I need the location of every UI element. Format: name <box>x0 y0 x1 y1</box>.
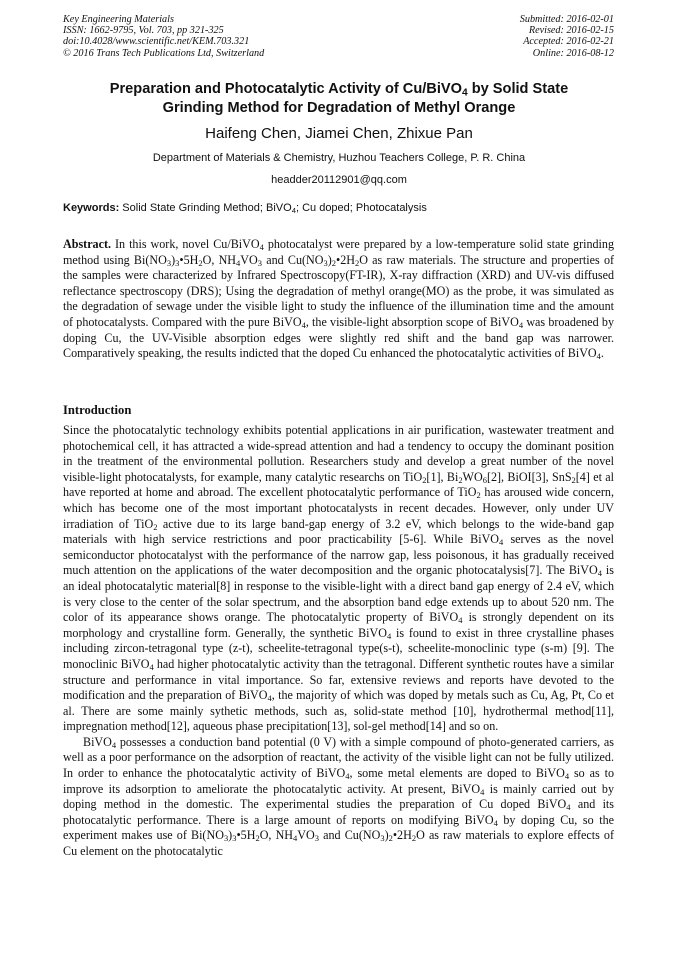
paragraph: BiVO$_4$ possesses a conduction band potential (0 V) with a simple compound of photo-generated carriers, as well as a poor performance on the adsorption of reactant, the activity of the visible light can not be fully utilized. In order to enhance the photocatalytic activity of BiVO$_4$, some metal elements are doped to BiVO$_4$ so as to improve its adsorption to ameliorate the photocatalytic activity. At present, BiVO$_4$ is mainly carried out by doping method in the domestic. The experimental studies the preparation of Cu doped BiVO$_4$ and its photocatalytic performance. There is a large amount of reports on modifying BiVO$_4$ by doping Cu, so the experiment makes use of $Bi(NO_3)_3•5H_2O$, $NH_4VO_3$ and $Cu(NO_3)_2•2H_2O$ as raw materials to explore effects of Cu element on the photocatalytic <box>63 734 614 859</box>
keywords-label: Keywords: <box>63 202 120 214</box>
paper-title: Preparation and Photocatalytic Activity of Cu/BiVO$_4$ by Solid State Grinding Method for Degradation of Methyl Orange <box>109 81 569 116</box>
introduction-heading: Introduction <box>63 403 132 417</box>
date-info <box>520 14 614 59</box>
abstract: Abstract. In this work, novel Cu/BiVO$_4$ photocatalyst were prepared by a low-temperature solid state grinding method using $Bi(NO_3)_3•5H_2O$, $NH_4VO_3$ and $Cu(NO_3)_2•2H_2O$ as raw materials. The structure and properties of the samples were characterized by Infrared Spectroscopy(FT-IR), X-ray diffraction (XRD) and UV-vis diffused reflectance spectroscopy (DRS); Using the degradation of methyl orange(MO) as the probe, it was simulated as the degradation of sewage under the visible light to study the influence of the illumination time and the amount of photocatalysts. Compared with the pure BiVO$_4$, the visible-light absorption scope of BiVO$_4$ was broadened by doping Cu, the UV-Visible absorption edges were slightly red shift and the band gap was narrower. Comparatively speaking, the results indicted that the doped Cu enhanced the photocatalytic activities of BiVO$_4$. <box>63 237 615 362</box>
keywords: Keywords: Solid State Grinding Method; BiVO$_4$; Cu doped; Photocatalysis <box>63 202 427 215</box>
journal-name: Key Engineering Materials <box>63 14 174 25</box>
paragraph: Since the photocatalytic technology exhibits potential applications in air purification, wastewater treatment and photochemical cell, it has attracted a wide-spread attention and had a tendency to occupy the dominant position in the treatment of the environmental pollution. Researchers study and develop a great number of the novel visible-light photocatalysts, for example, many catalytic researchs on TiO$_2$[1], $Bi_2WO_6[2]$, BiOI[3], SnS$_2$[4] et al have reported at home and abroad. The excellent photocatalytic performance of TiO$_2$ has aroused wide concern, which has become one of the most important photocatalysts in recent decades. However, only under UV irradiation of TiO$_2$ active due to its large band-gap energy of 3.2 eV, which belongs to the wide-band gap materials with high service restrictions and poor practicability [5-6]. While BiVO$_4$ serves as the novel semiconductor photocatalyst with the performance of the narrow gap, less poisonous, it has gradually received much attention on the applications of the water decomposition and the organic photocatalysis[7]. The BiVO$_4$ is an ideal photocatalytic material[8] in response to the visible-light with a direct band gap energy of 2.4 eV, which is very close to the center of the solar spectrum, and the absorption band edge extends up to about 520 nm. The color of its appearance shows orange. The photocatalytic property of BiVO$_4$ is strongly dependent on its morphology and crystalline form. Generally, the synthetic BiVO$_4$ is found to exist in three crystalline phases including zircon-tetragonal type (z-t), scheelite-tetragonal type(s-t), scheelite-monoclinic type (s-m) [9]. The monoclinic BiVO$_4$ had higher photocatalytic activity than the tetragonal. Different synthetic routes have a similar structure and performance in vital importance. So far, extensive reviews and reports have devoted to the modification and the preparation of BiVO$_4$, the majority of which was doped by metals such as Cu, Ag, Pt, Co et al. There are some mainly sythetic methods, such as, solid-state method [10], hydrothermal method[11], impregnation method[12], aqueous phase precipitation[13], sol-gel method[14] and so on. <box>63 423 615 734</box>
journal-info <box>63 14 264 59</box>
abstract-label: Abstract. <box>63 237 112 251</box>
affiliation: Department of Materials & Chemistry, Huzhou Teachers College, P. R. China <box>152 152 526 164</box>
submitted-date: Submitted: 2016-02-01 <box>519 14 614 25</box>
online-date: Online: 2016-08-12 <box>532 47 614 59</box>
accepted-date: Accepted: 2016-02-21 <box>523 36 614 48</box>
author-email: headder20112901@qq.com <box>271 174 407 186</box>
issn: ISSN: 1662-9795, Vol. 703, pp 321-325 <box>63 25 224 37</box>
copyright: © 2016 Trans Tech Publications Ltd, Switzerland <box>63 47 265 59</box>
authors: Haifeng Chen, Jiamei Chen, Zhixue Pan <box>205 125 473 142</box>
doi: doi:10.4028/www.scientific.net/KEM.703.321 <box>63 36 250 48</box>
revised-date: Revised: 2016-02-15 <box>528 25 614 37</box>
introduction-body <box>63 423 614 860</box>
